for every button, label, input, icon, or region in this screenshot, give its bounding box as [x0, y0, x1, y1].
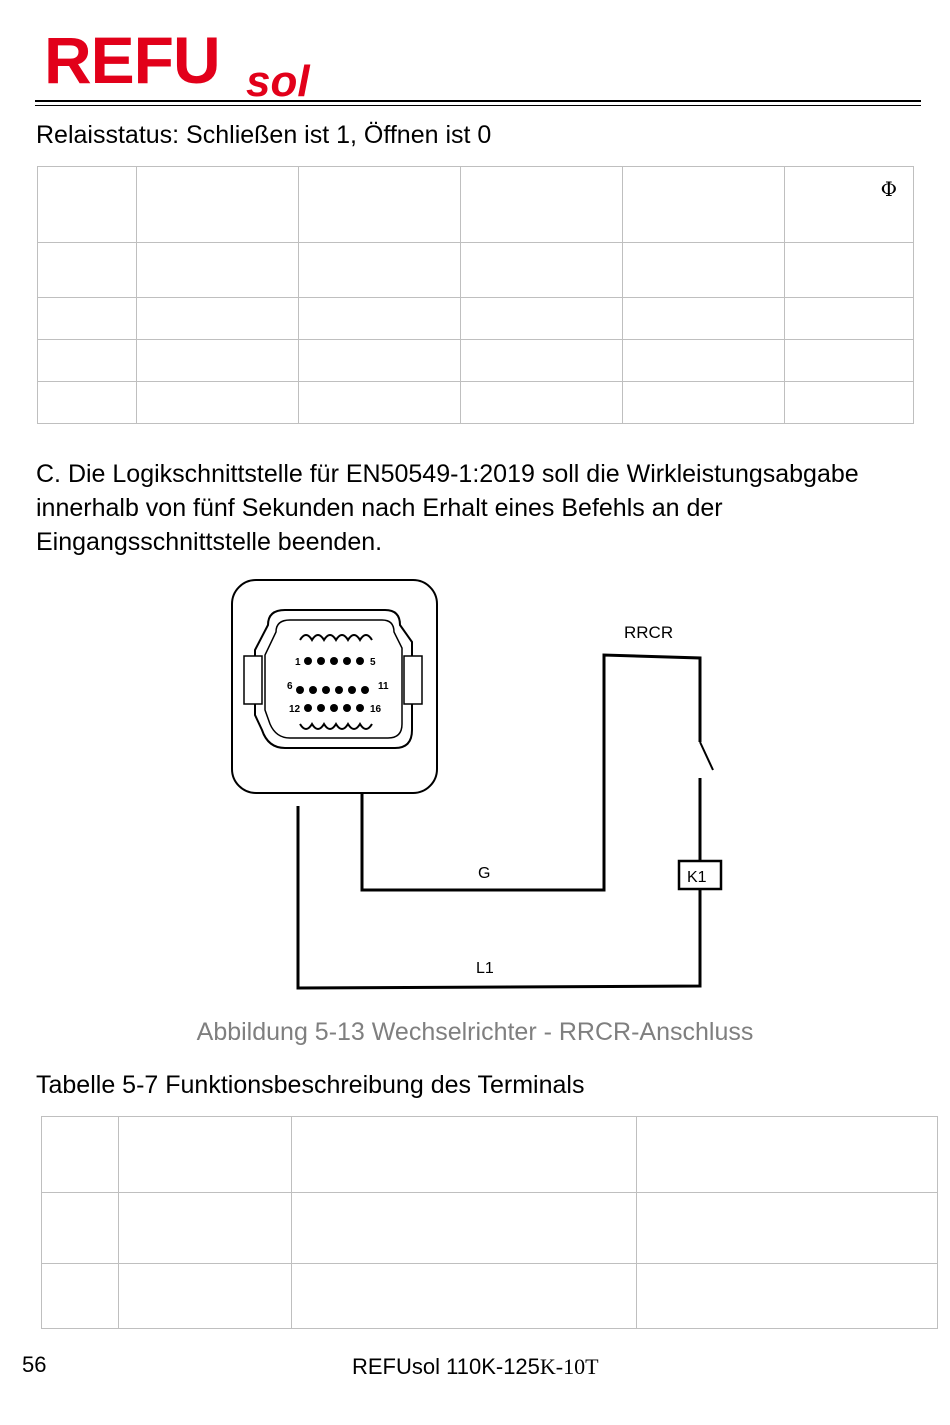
connector-pin [330, 657, 338, 665]
paragraph-logic-interface: C. Die Logikschnittstelle für EN50549-1:2019 soll die Wirkleistungsabgabe innerhalb von fünf Sekunden nach Erhalt eines Befehls an der Eingangsschnittstelle beenden. [36, 460, 859, 556]
relay-status-text: Relaisstatus: Schließen ist 1, Öffnen ist 0 [36, 121, 492, 149]
table-cell [292, 1117, 637, 1193]
pin-label-16: 16 [370, 704, 382, 715]
connector-pin [361, 686, 369, 694]
table-cell [292, 1193, 637, 1264]
connector-latch-right [404, 656, 422, 704]
terminal-function-table [41, 1116, 938, 1329]
table-cell [637, 1193, 938, 1264]
connector-pin [296, 686, 304, 694]
figure-caption: Abbildung 5-13 Wechselrichter - RRCR-Anschluss [196, 1018, 754, 1046]
pin-label-1: 1 [295, 657, 301, 668]
table-cell [292, 1264, 637, 1329]
logo-sub-text: sol [246, 57, 310, 106]
table-cell [42, 1117, 119, 1193]
connector-pin [356, 657, 364, 665]
connector-latch-left [244, 656, 262, 704]
connector-pin [304, 657, 312, 665]
label-rrcr: RRCR [624, 623, 674, 642]
connector-pin [348, 686, 356, 694]
table-cell [637, 1264, 938, 1329]
label-l1: L1 [476, 960, 494, 977]
label-g: G [478, 865, 491, 882]
table-cell [42, 1193, 119, 1264]
table-header-symbol: Φ [785, 167, 914, 243]
connector-pin [356, 704, 364, 712]
table-cell [119, 1117, 292, 1193]
logo-main-text: REFU [44, 23, 220, 97]
connector-pin [322, 686, 330, 694]
label-k1: K1 [687, 869, 707, 886]
connector-pin [317, 704, 325, 712]
wire-l1 [298, 806, 700, 988]
connector-pin [343, 704, 351, 712]
footer-model-part1: 110K-125 [440, 1354, 540, 1379]
connector-pin [335, 686, 343, 694]
footer-brand-sol: sol [411, 1354, 441, 1379]
table-cell [637, 1117, 938, 1193]
pin-label-12: 12 [289, 704, 301, 715]
page-number: 56 [22, 1352, 47, 1377]
table-cell [119, 1264, 292, 1329]
table-row [42, 1193, 938, 1264]
connector-pin [309, 686, 317, 694]
table-header-row [42, 1117, 938, 1193]
footer-brand: REFU [352, 1354, 412, 1379]
pin-label-6: 6 [287, 681, 293, 692]
relay-switch-contact [700, 742, 713, 770]
footer-model [352, 1354, 599, 1380]
table-cell [42, 1264, 119, 1329]
table-row [42, 1264, 938, 1329]
pin-label-5: 5 [370, 657, 376, 668]
table-cell [119, 1193, 292, 1264]
table-title: Tabelle 5-7 Funktionsbeschreibung des Terminals [36, 1071, 585, 1099]
connector-pin [330, 704, 338, 712]
pin-label-11: 11 [378, 681, 389, 692]
connector-pin [317, 657, 325, 665]
connector-pin [343, 657, 351, 665]
connector-pin [304, 704, 312, 712]
footer-model-part2: K-10T [539, 1354, 599, 1379]
